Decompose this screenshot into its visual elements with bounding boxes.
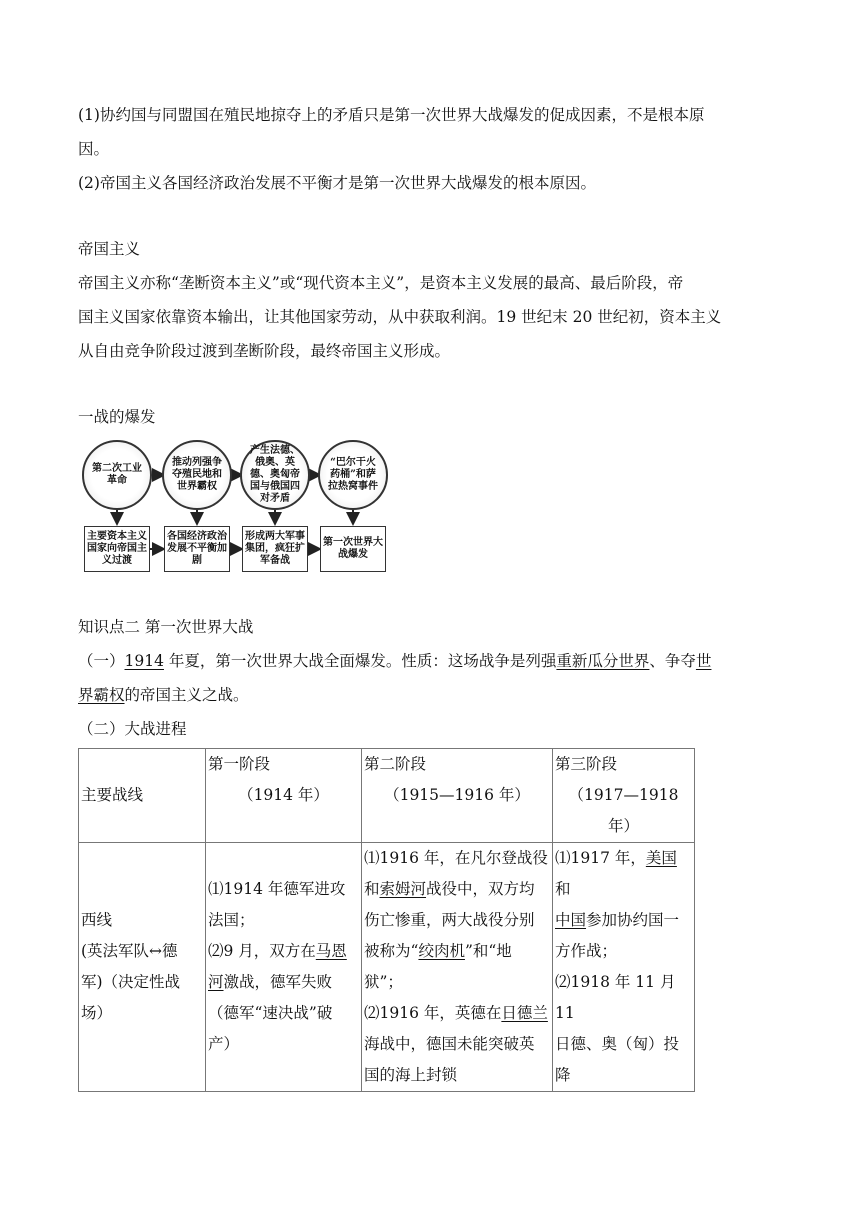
table-header-row (79, 749, 695, 843)
outbreak-heading: 一战的爆发 (78, 408, 156, 426)
header-stage-1: 第一阶段 （1914 年） (206, 749, 362, 843)
kp2-paragraph-1-cont: 界霸权的帝国主义之战。 (78, 686, 249, 704)
answer-marne-b: 河 (208, 973, 224, 991)
cell-stage-3: ⑴1917 年，美国和 中国参加协约国一 方作战； ⑵1918 年 11 月 11 日德、奥（匈）投 降 (553, 843, 695, 1092)
outbreak-flow-diagram (82, 440, 402, 570)
imperialism-heading: 帝国主义 (78, 240, 141, 258)
answer-meat-grinder: 绞肉机 (418, 942, 465, 960)
flow-box-2: 各国经济政治发展不平衡加剧 (164, 526, 230, 572)
header-front: 主要战线 (79, 749, 206, 843)
answer-marne-a: 马恩 (315, 942, 347, 960)
flow-box-3: 形成两大军事集团，疯狂扩军备战 (242, 526, 308, 572)
answer-usa: 美国 (645, 849, 677, 867)
answer-world-hegemony-b: 界霸权 (78, 686, 125, 704)
intro-line-1b: 因。 (78, 140, 110, 158)
intro-line-1: (1)协约国与同盟国在殖民地掠夺上的矛盾只是第一次世界大战爆发的促成因素，不是根本原 (78, 106, 705, 124)
cell-stage-2: ⑴1916 年，在凡尔登战役 和索姆河战役中，双方均 伤亡惨重，两大战役分别 被称为“绞肉机”和“地 狱”； ⑵1916 年，英德在日德兰 海战中，德国未能突破英 国的海上封锁 (362, 843, 553, 1092)
answer-somme: 索姆河 (379, 880, 427, 898)
document-page (78, 98, 788, 1092)
flow-circle-2: 推动列强争夺殖民地和世界霸权 (162, 440, 232, 510)
flow-circle-4: “巴尔干火药桶”和萨拉热窝事件 (318, 440, 388, 510)
imperialism-line-2: 国主义国家依靠资本输出，让其他国家劳动，从中获取利润。19 世纪末 20 世纪初，资本主义 (78, 308, 722, 326)
answer-world-hegemony-a: 世 (695, 652, 712, 670)
flow-box-4: 第一次世界大战爆发 (320, 526, 386, 572)
war-progress-table (78, 748, 695, 1092)
header-stage-3: 第三阶段 （1917—1918 年） (553, 749, 695, 843)
kp2-heading: 知识点二 第一次世界大战 (78, 618, 254, 636)
intro-line-2: (2)帝国主义各国经济政治发展不平衡才是第一次世界大战爆发的根本原因。 (78, 174, 596, 192)
answer-year: 1914 (124, 652, 164, 670)
cell-front: 西线 (英法军队↔德 军)（决定性战 场） (79, 843, 206, 1092)
flow-box-1: 主要资本主义国家向帝国主义过渡 (84, 526, 150, 572)
flow-circle-1: 第二次工业革命 (82, 440, 152, 510)
answer-redivide-world: 重新瓜分世界 (556, 652, 650, 670)
cell-stage-1: ⑴1914 年德军进攻 法国； ⑵9 月，双方在马恩 河激战，德军失败 （德军“速决战”破 产） (206, 843, 362, 1092)
kp2-paragraph-1: （一）1914 年夏，第一次世界大战全面爆发。性质：这场战争是列强重新瓜分世界、争夺世 (78, 652, 712, 670)
imperialism-line-1: 帝国主义亦称“垄断资本主义”或“现代资本主义”，是资本主义发展的最高、最后阶段，帝 (78, 274, 684, 292)
answer-china: 中国 (555, 911, 587, 929)
imperialism-line-3: 从自由竞争阶段过渡到垄断阶段，最终帝国主义形成。 (78, 342, 451, 360)
answer-jutland: 日德兰 (501, 1004, 548, 1022)
kp2-paragraph-2: （二）大战进程 (78, 720, 187, 738)
table-row-western-front (79, 843, 695, 1092)
flow-circle-3: 产生法德、俄奥、英德、奥匈帝国与俄国四对矛盾 (240, 440, 310, 510)
header-stage-2: 第二阶段 （1915—1916 年） (362, 749, 553, 843)
